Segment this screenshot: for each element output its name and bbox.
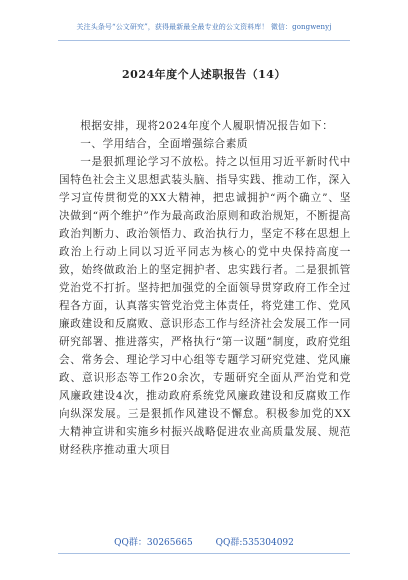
document-body	[59, 117, 351, 459]
footer-contact	[0, 535, 408, 548]
footer-divider	[58, 553, 350, 554]
paragraph-main: 一是狠抓理论学习不放松。持之以恒用习近平新时代中国特色社会主义思想武装头脑、指导实践、推动工作，深入学习宣传贯彻党的XX大精神，把忠诚拥护“两个确立”、坚决做到“两个维护”作为最高政治原则和政治规矩，不断提高政治判断力、政治领悟力、政治执行力，坚定不移在思想上政治上行动上同以习近平同志为核心的党中央保持高度一致，始终做政治上的坚定拥护者、忠实践行者。二是狠抓管党治党不打折。坚持把加强党的全面领导贯穿政府工作全过程各方面，认真落实管党治党主体责任，将党建工作、党风廉政建设和反腐败、意识形态工作与经济社会发展工作一同研究部署、推进落实，严格执行“第一议题”制度，政府党组会、常务会、理论学习中心组等专题学习研究党建、党风廉政、意识形态等工作20余次，专题研究全面从严治党和党风廉政建设4次，推动政府系统党风廉政建设和反腐败工作向纵深发展。三是狠抓作风建设不懈怠。积极参加党的XX大精神宣讲和实施乡村振兴战略促进农业高质量发展、规范财经秩序推动重大项目	[59, 156, 351, 456]
footer-qq-group-2: QQ群:535304092	[215, 538, 294, 548]
paragraph-section-heading: 一、学用结合，全面增强综合素质	[80, 138, 249, 150]
promo-banner: 关注头条号“公文研究”，获得最新最全最专业的公文资料库！ 微信：gongwenyj	[76, 23, 332, 31]
document-title: 2024年度个人述职报告（14）	[122, 68, 286, 81]
header-divider	[58, 40, 350, 41]
footer-qq-group-1: QQ群：30265665	[114, 538, 193, 548]
paragraph-intro: 根据安排，现将2024年度个人履职情况报告如下：	[80, 120, 334, 132]
